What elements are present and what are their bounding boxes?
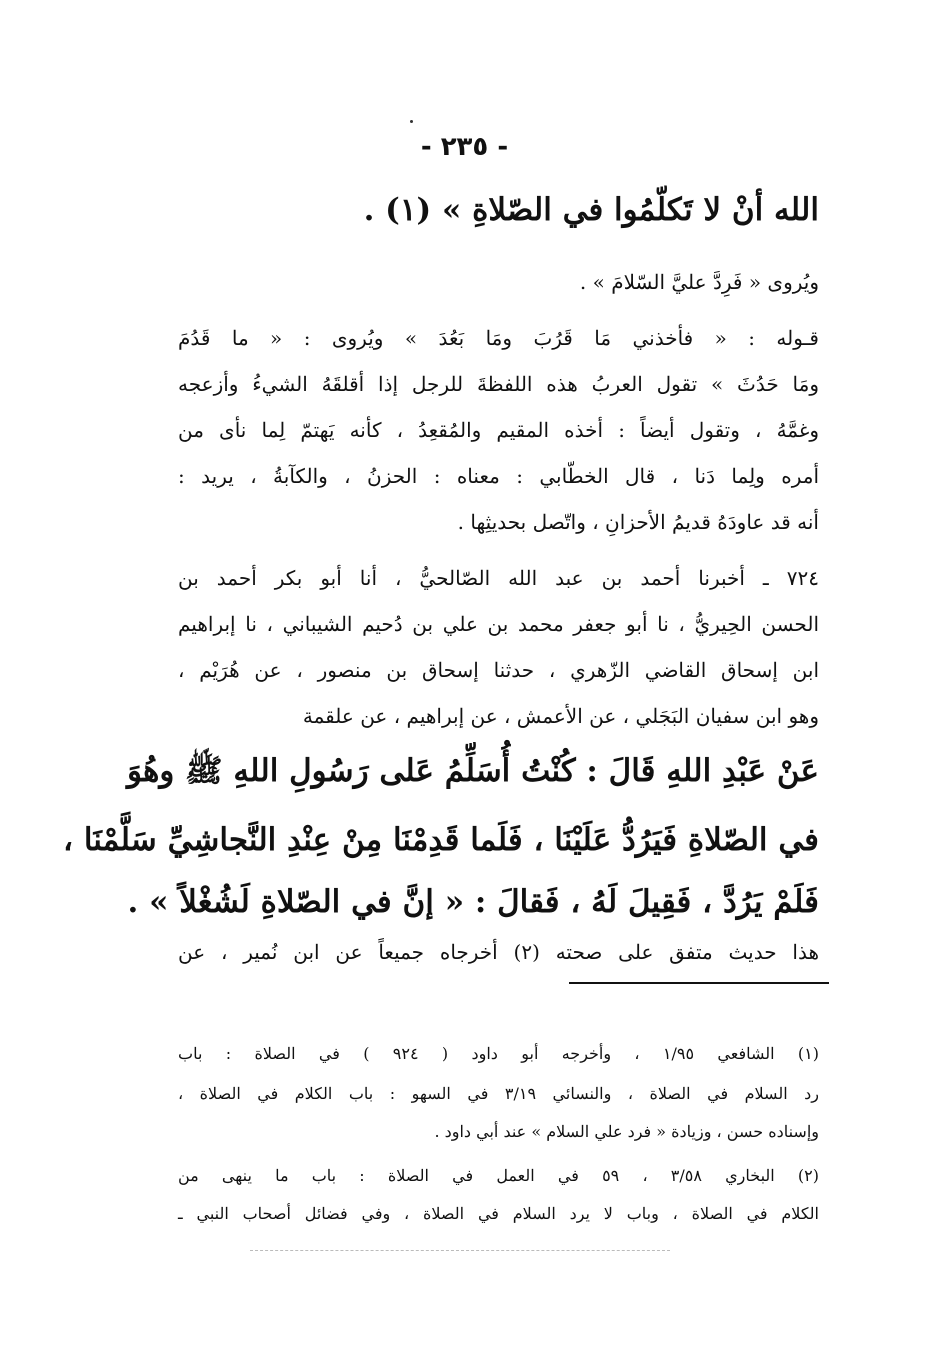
hadith-text-line: عَنْ عَبْدِ اللهِ قَالَ : كُنْتُ أُسَلِّمُ عَلى رَسُولِ اللهِ ﷺ وهُوَ bbox=[127, 753, 819, 789]
footnote-line: رد السلام في الصلاة ، والنسائي ٣/١٩ في السهو : باب الكلام في الصلاة ، bbox=[178, 1084, 819, 1103]
commentary-line: قـوله : « فأخذني مَا قَرُبَ ومَا بَعُدَ » ويُروى : « ما قَدُمَ bbox=[178, 326, 819, 350]
commentary-line: أمره ولِما دَنا ، قال الخطّابي : معناه : الحزنُ ، والكآبةُ ، يريد : bbox=[178, 464, 819, 488]
isnad-line: وهو ابن سفيان البَجَلي ، عن الأعمش ، عن إبراهيم ، عن علقمة bbox=[302, 704, 819, 728]
hadith-text-line: فَلَمْ يَرُدَّ ، فَقِيلَ لَهُ ، فَقالَ : « إنَّ في الصّلاةِ لَشُغْلاً » . bbox=[127, 884, 819, 920]
bottom-rule bbox=[250, 1250, 670, 1251]
isnad-line: الحسن الحِيريُّ ، نا أبو جعفر محمد بن علي بن دُحيم الشيباني ، نا إبراهيم bbox=[178, 612, 819, 636]
isnad-line: ابن إسحاق القاضي الزّهري ، حدثنا إسحاق بن منصور ، عن هُرَيْم ، bbox=[178, 658, 819, 682]
hadith-continuation-line: الله أنْ لا تَكلّمُوا في الصّلاةِ » (١) . bbox=[363, 192, 819, 228]
ink-speck bbox=[410, 120, 413, 123]
footnote-line: وإسناده حسن ، وزيادة « فرد علي السلام » عند أبي داود . bbox=[434, 1122, 819, 1141]
footnote-line: الكلام في الصلاة ، وباب لا يرد السلام في الصلاة ، وفي فضائل أصحاب النبي ـ bbox=[178, 1204, 819, 1223]
isnad-line: ٧٢٤ ـ أخبرنا أحمد بن عبد الله الصّالحيُّ ، أنا أبو بكر أحمد بن bbox=[178, 566, 819, 590]
page-number: - ٢٣٥ - bbox=[420, 132, 509, 162]
closing-line: هذا حديث متفق على صحته (٢) أخرجاه جميعاً عن ابن نُمير ، عن bbox=[178, 940, 819, 964]
footnote-separator bbox=[569, 982, 829, 984]
variant-narration-line: ويُروى « فَرِدَّ عليَّ السّلامَ » . bbox=[579, 270, 819, 294]
hadith-text-line: في الصّلاةِ فَيَرُدُّ عَلَيْنَا ، فَلَما قَدِمْنَا مِنْ عِنْدِ النَّجاشِيِّ سَلَّمْنَا ، bbox=[63, 822, 819, 858]
commentary-line: أنه قد عاودَهُ قديمُ الأحزانِ ، واتّصل بحديثِها . bbox=[457, 510, 819, 534]
commentary-line: ومَا حَدُثَ » تقول العربُ هذه اللفظةَ للرجل إذا أقلقَهُ الشيءُ وأزعجه bbox=[178, 372, 819, 396]
footnote-line: (٢) البخاري ٣/٥٨ ، ٥٩ في العمل في الصلاة : باب ما ينهى من bbox=[178, 1166, 820, 1185]
commentary-line: وغمَّهُ ، وتقول أيضاً : أخذه المقيم والمُقعِدُ ، كأنه يَهتمّ لِما نأى من bbox=[178, 418, 819, 442]
footnote-line: (١) الشافعي ١/٩٥ ، وأخرجه أبو داود ( ٩٢٤ ) في الصلاة : باب bbox=[178, 1044, 820, 1063]
